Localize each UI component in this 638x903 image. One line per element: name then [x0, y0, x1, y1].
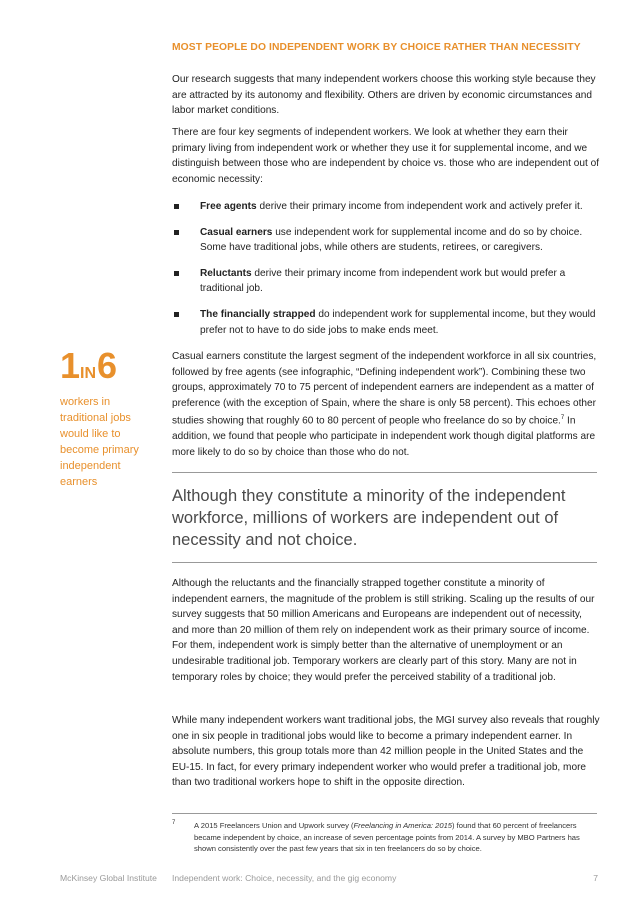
bullet-square-icon [174, 204, 179, 209]
stat-number-1: 1 [60, 345, 80, 386]
paragraph-text: Casual earners constitute the largest segment of the independent workforce in all six countries, followed by free agents (see infographic, “Defining independent work”). Combining these two groups, approximately 70 to 75 percent of independent earners are independent as a matter of preference (with the exception of Spain, where the share is only 58 percent). This echoes other studies showing that roughly 60 to 80 percent of people who freelance do so by choice. [172, 351, 597, 427]
segment-description: do independent work for supplemental income, but they would prefer not to have to do side jobs to make ends meet. [200, 308, 596, 336]
list-item [172, 266, 600, 297]
stat-number-2: 6 [97, 345, 117, 386]
footnote [172, 820, 592, 855]
list-item [172, 307, 600, 338]
paragraph-casual-earners [172, 349, 600, 461]
segment-description: use independent work for supplemental income and do so by choice. Some have traditional jobs, while others are students, retirees, or caregivers. [200, 226, 583, 254]
stat-figure [60, 346, 160, 394]
paragraph-necessity: Although the reluctants and the financially strapped together constitute a minority of independent earners, the magnitude of the problem is still striking. Scaling up the results of our survey suggests that 50 million Americans and Europeans are independent out of necessity, and more than 20 million of them rely on independent work as their primary source of income. For them, independent work is simply better than the alternative of unemployment or an undesirable traditional job. Temporary workers are clearly part of this story. Many are not in temporary roles by choice; they would prefer the perceived stability of a traditional job. [172, 578, 595, 683]
stat-callout [60, 346, 160, 490]
footnote-text-part: A 2015 Freelancers Union and Upwork survey ( [194, 821, 354, 830]
stat-description: workers in traditional jobs would like to become primary independent earners [60, 396, 139, 488]
bullet-square-icon [174, 312, 179, 317]
segment-term: Reluctants [200, 267, 252, 279]
list-item [172, 225, 600, 256]
segment-term: Free agents [200, 201, 257, 212]
segment-description: derive their primary income from independent work and actively prefer it. [256, 201, 583, 212]
stat-word: IN [80, 365, 97, 382]
divider [172, 472, 597, 473]
paragraph-traditional-jobs: While many independent workers want traditional jobs, the MGI survey also reveals that roughly one in six people in traditional jobs would like to become a primary independent earner. In absolute numbers, this group totals more than 42 million people in the United States and the EU-15. In fact, for every primary independent worker who would prefer a traditional job, more than two traditional workers hope to shift in the opposite direction. [172, 715, 600, 789]
divider [172, 813, 597, 814]
paragraph-segments: There are four key segments of independent workers. We look at whether they earn their primary living from independent work or whether they use it for supplemental income, and we distinguish between those who are independent by choice vs. those who are independent out of economic necessity: [172, 127, 600, 185]
bullet-square-icon [174, 230, 179, 235]
section-heading: MOST PEOPLE DO INDEPENDENT WORK BY CHOICE RATHER THAN NECESSITY [172, 42, 581, 53]
paragraph-text: In addition, we found that people who participate in independent work though digital platforms are more likely to do so by choice than those who do not. [172, 415, 596, 458]
divider [172, 562, 597, 563]
segment-description: derive their primary income from independent work but would prefer a traditional job. [200, 267, 566, 295]
segment-term: The financially strapped [200, 308, 316, 320]
segment-list [172, 199, 600, 348]
footer-publisher: McKinsey Global Institute [60, 873, 157, 883]
footnote-text [172, 820, 592, 855]
page-number: 7 [593, 873, 598, 883]
list-item [172, 199, 600, 215]
footnote-reference: 7 [560, 415, 565, 422]
paragraph-intro: Our research suggests that many independent workers choose this working style because they are attracted by its autonomy and flexibility. Others are driven by economic circumstances and labor market conditions. [172, 74, 596, 117]
pull-quote: Although they constitute a minority of the independent workforce, millions of workers are independent out of necessity and not choice. [172, 487, 566, 549]
footnote-number: 7 [172, 820, 176, 826]
bullet-square-icon [174, 271, 179, 276]
footnote-title: Freelancing in America: 2015 [353, 821, 453, 830]
footer-report-title: Independent work: Choice, necessity, and the gig economy [172, 873, 397, 883]
segment-term: Casual earners [200, 226, 273, 238]
footnote-text-part: ) found that 60 percent of freelancers became independent by choice, an increase of seven percentage points from 2014. A survey by MBO Partners has shown consistently over the past few years that six in ten freelancers do so by choice. [194, 821, 580, 853]
